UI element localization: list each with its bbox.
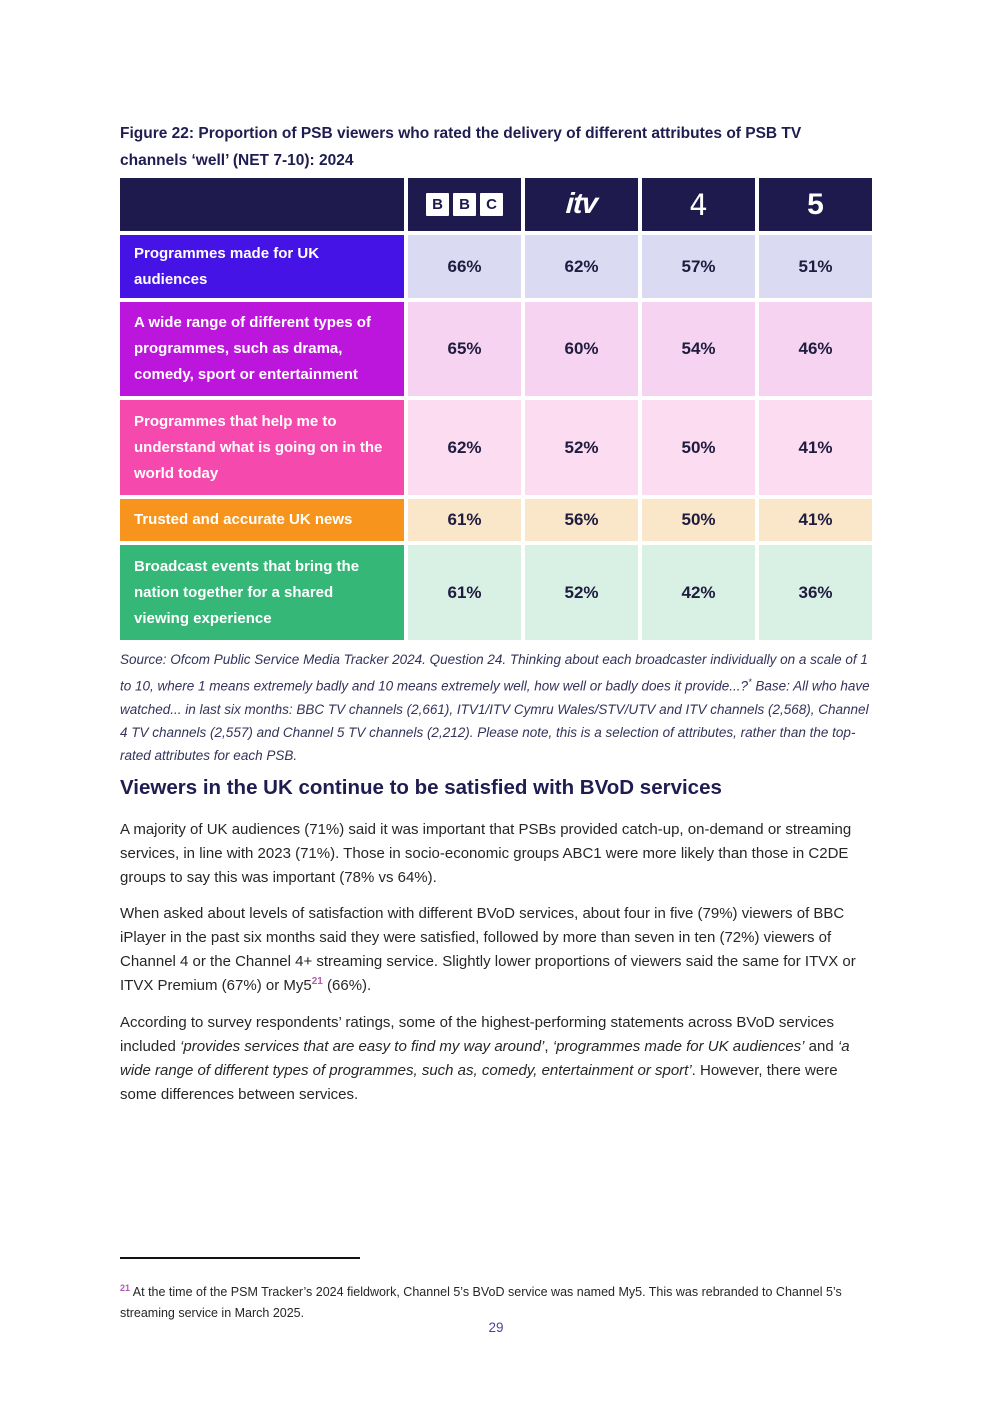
table-header-bbc: [408, 178, 521, 231]
table-cell-value: 51%: [759, 235, 872, 298]
table-cell-value: 52%: [525, 545, 638, 640]
table-row-label: Programmes that help me to understand what is going on in the world today: [120, 400, 404, 495]
footnote-marker: 21: [120, 1283, 131, 1293]
paragraph: [120, 1011, 872, 1107]
footnote-text: At the time of the PSM Tracker’s 2024 fieldwork, Channel 5’s BVoD service was named My5. This was rebranded to Channel 5’s streaming service in March 2025.: [120, 1285, 842, 1321]
footnote-reference-link[interactable]: 21: [311, 976, 323, 987]
paragraph-text: According to survey respondents’ ratings, some of the highest-performing statements across BVoD services included: [120, 1014, 834, 1055]
table-cell-value: 57%: [642, 235, 755, 298]
table-cell-value: 41%: [759, 400, 872, 495]
paragraph: A majority of UK audiences (71%) said it was important that PSBs provided catch-up, on-demand or streaming services, in line with 2023 (71%). Those in socio-economic groups ABC1 were more likely than those in C2DE groups to say this was important (78% vs 64%).: [120, 821, 852, 886]
quoted-statement: ‘programmes made for UK audiences’: [552, 1038, 805, 1055]
table-cell-value: 42%: [642, 545, 755, 640]
bbc-logo: [426, 193, 503, 216]
paragraph-text: and: [804, 1038, 838, 1055]
table-row-label: Broadcast events that bring the nation together for a shared viewing experience: [120, 545, 404, 640]
quoted-statement: ‘a wide range of different types of programmes, such as, comedy, entertainment or sport’: [120, 1038, 850, 1079]
paragraph-text: ,: [544, 1038, 553, 1055]
table-cell-value: 60%: [525, 302, 638, 396]
table-cell-value: 54%: [642, 302, 755, 396]
table-cell-value: 50%: [642, 400, 755, 495]
table-header-itv: [525, 178, 638, 231]
table-row-label: Trusted and accurate UK news: [120, 499, 404, 541]
bbc-logo-letter: B: [426, 193, 449, 216]
table-cell-value: 36%: [759, 545, 872, 640]
quoted-statement: ‘provides services that are easy to find my way around’: [180, 1038, 545, 1055]
page-number: 29: [488, 1320, 504, 1335]
footnote-separator: [120, 1257, 360, 1259]
paragraph-text: . However, there were some differences between services.: [120, 1062, 838, 1103]
section-heading: Viewers in the UK continue to be satisfied with BVoD services: [120, 776, 722, 799]
channel4-logo: 4: [689, 187, 708, 222]
table-cell-value: 52%: [525, 400, 638, 495]
bbc-logo-letter: B: [453, 193, 476, 216]
table-cell-value: 62%: [408, 400, 521, 495]
table-header-empty: [120, 178, 404, 231]
paragraph-text: (66%).: [322, 977, 372, 994]
figure-table: [120, 178, 872, 640]
source-note-text: Base: All who have watched... in last six months: BBC TV channels (2,661), ITV1/ITV Cymru Wales/STV/UTV and ITV channels (2,568), Channel 4 TV channels (2,557) and Channel 5 TV channels (2,212). Please note, this is a selection of attributes, rather than the top-rated attributes for each PSB.: [120, 678, 870, 763]
table-cell-value: 50%: [642, 499, 755, 541]
table-cell-value: 41%: [759, 499, 872, 541]
figure-source-note: [120, 648, 872, 767]
table-header-channel4: [642, 178, 755, 231]
table-cell-value: 66%: [408, 235, 521, 298]
table-cell-value: 46%: [759, 302, 872, 396]
source-note-marker: *: [748, 677, 752, 687]
paragraph: [120, 902, 872, 998]
table-cell-value: 62%: [525, 235, 638, 298]
paragraph-text: When asked about levels of satisfaction with different BVoD services, about four in five (79%) viewers of BBC iPlayer in the past six months said they were satisfied, followed by more than seven in ten (72%) viewers of Channel 4 or the Channel 4+ streaming service. Slightly lower proportions of viewers said the same for ITVX or ITVX Premium (67%) or My5: [120, 905, 856, 994]
itv-logo: itv: [564, 188, 599, 220]
table-row-label: Programmes made for UK audiences: [120, 235, 404, 298]
table-cell-value: 65%: [408, 302, 521, 396]
table-cell-value: 56%: [525, 499, 638, 541]
source-note-text: Source: Ofcom Public Service Media Tracker 2024. Question 24. Thinking about each broadcaster individually on a scale of 1 to 10, where 1 means extremely badly and 10 means extremely well, how well or badly does it provide...?: [120, 652, 868, 694]
table-cell-value: 61%: [408, 545, 521, 640]
table-cell-value: 61%: [408, 499, 521, 541]
table-row-label: A wide range of different types of programmes, such as drama, comedy, sport or entertainment: [120, 302, 404, 396]
figure-title: Figure 22: Proportion of PSB viewers who rated the delivery of different attributes of PSB TV channels ‘well’ (NET 7-10): 2024: [120, 125, 802, 169]
table-header-channel5: [759, 178, 872, 231]
bbc-logo-letter: C: [480, 193, 503, 216]
channel5-logo: 5: [807, 187, 824, 221]
footnote: [120, 1278, 872, 1324]
